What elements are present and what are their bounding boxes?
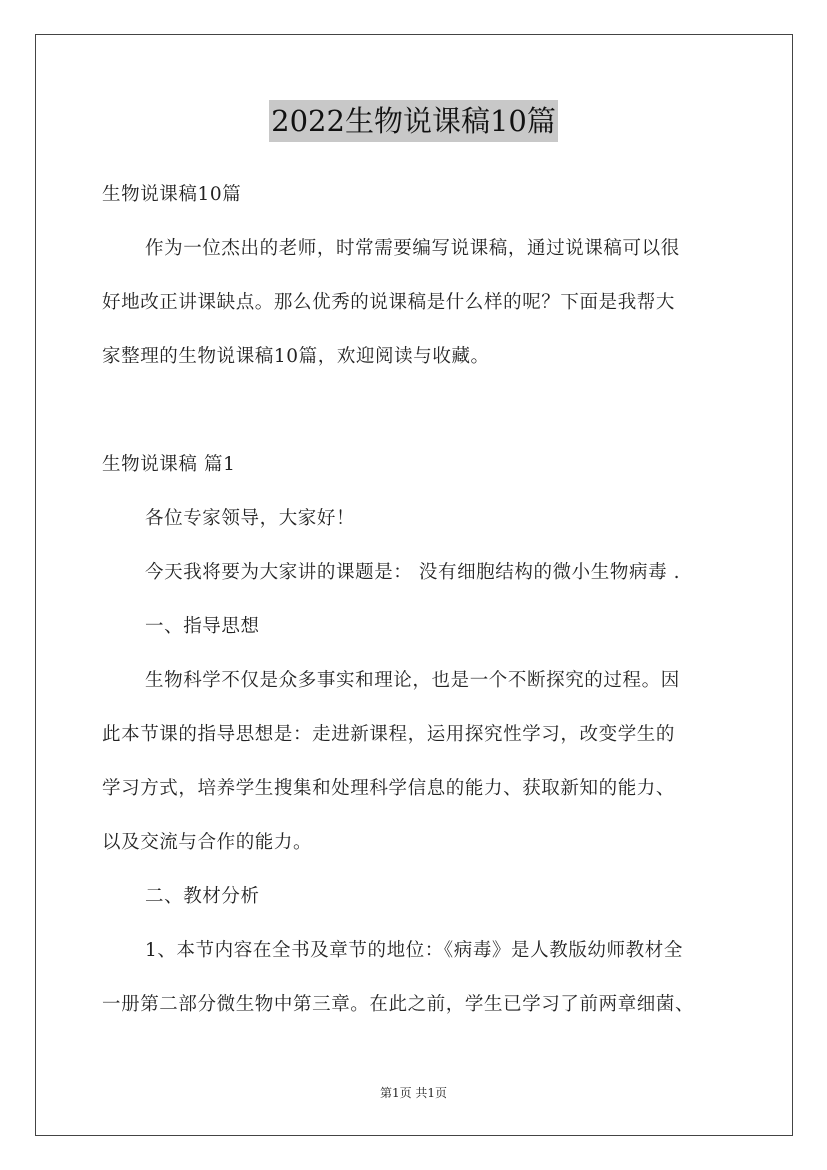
paragraph-line: 一册第二部分微生物中第三章。在此之前，学生已学习了前两章细菌、 xyxy=(102,994,695,1015)
paragraph-line: 生物科学不仅是众多事实和理论，也是一个不断探究的过程。因 xyxy=(145,670,680,691)
paragraph-line: 今天我将要为大家讲的课题是： 没有细胞结构的微小生物病毒 . xyxy=(145,562,681,583)
paragraph-line: 学习方式，培养学生搜集和处理科学信息的能力、获取新知的能力、 xyxy=(102,778,676,799)
paragraph-line: 各位专家领导，大家好！ xyxy=(145,508,356,529)
title-highlight: 2022生物说课稿10篇 xyxy=(269,100,558,142)
paragraph-line: 此本节课的指导思想是：走进新课程，运用探究性学习，改变学生的 xyxy=(102,724,676,745)
page-footer: 第1页 共1页 xyxy=(379,1086,448,1100)
paragraph-line: 作为一位杰出的老师，时常需要编写说课稿，通过说课稿可以很 xyxy=(145,238,680,259)
paragraph-line: 好地改正讲课缺点。那么优秀的说课稿是什么样的呢？下面是我帮大 xyxy=(102,292,676,313)
subtitle-line: 生物说课稿10篇 xyxy=(102,184,242,205)
paragraph-line: 以及交流与合作的能力。 xyxy=(102,832,313,853)
paragraph-line: 家整理的生物说课稿10篇，欢迎阅读与收藏。 xyxy=(102,346,490,367)
section-heading: 生物说课稿 篇1 xyxy=(102,454,236,475)
subheading-line: 二、教材分析 xyxy=(145,886,260,907)
document-title xyxy=(0,100,827,142)
subheading-line: 一、指导思想 xyxy=(145,616,260,637)
paragraph-line: 1、本节内容在全书及章节的地位：《病毒》是人教版幼师教材全 xyxy=(145,940,683,961)
